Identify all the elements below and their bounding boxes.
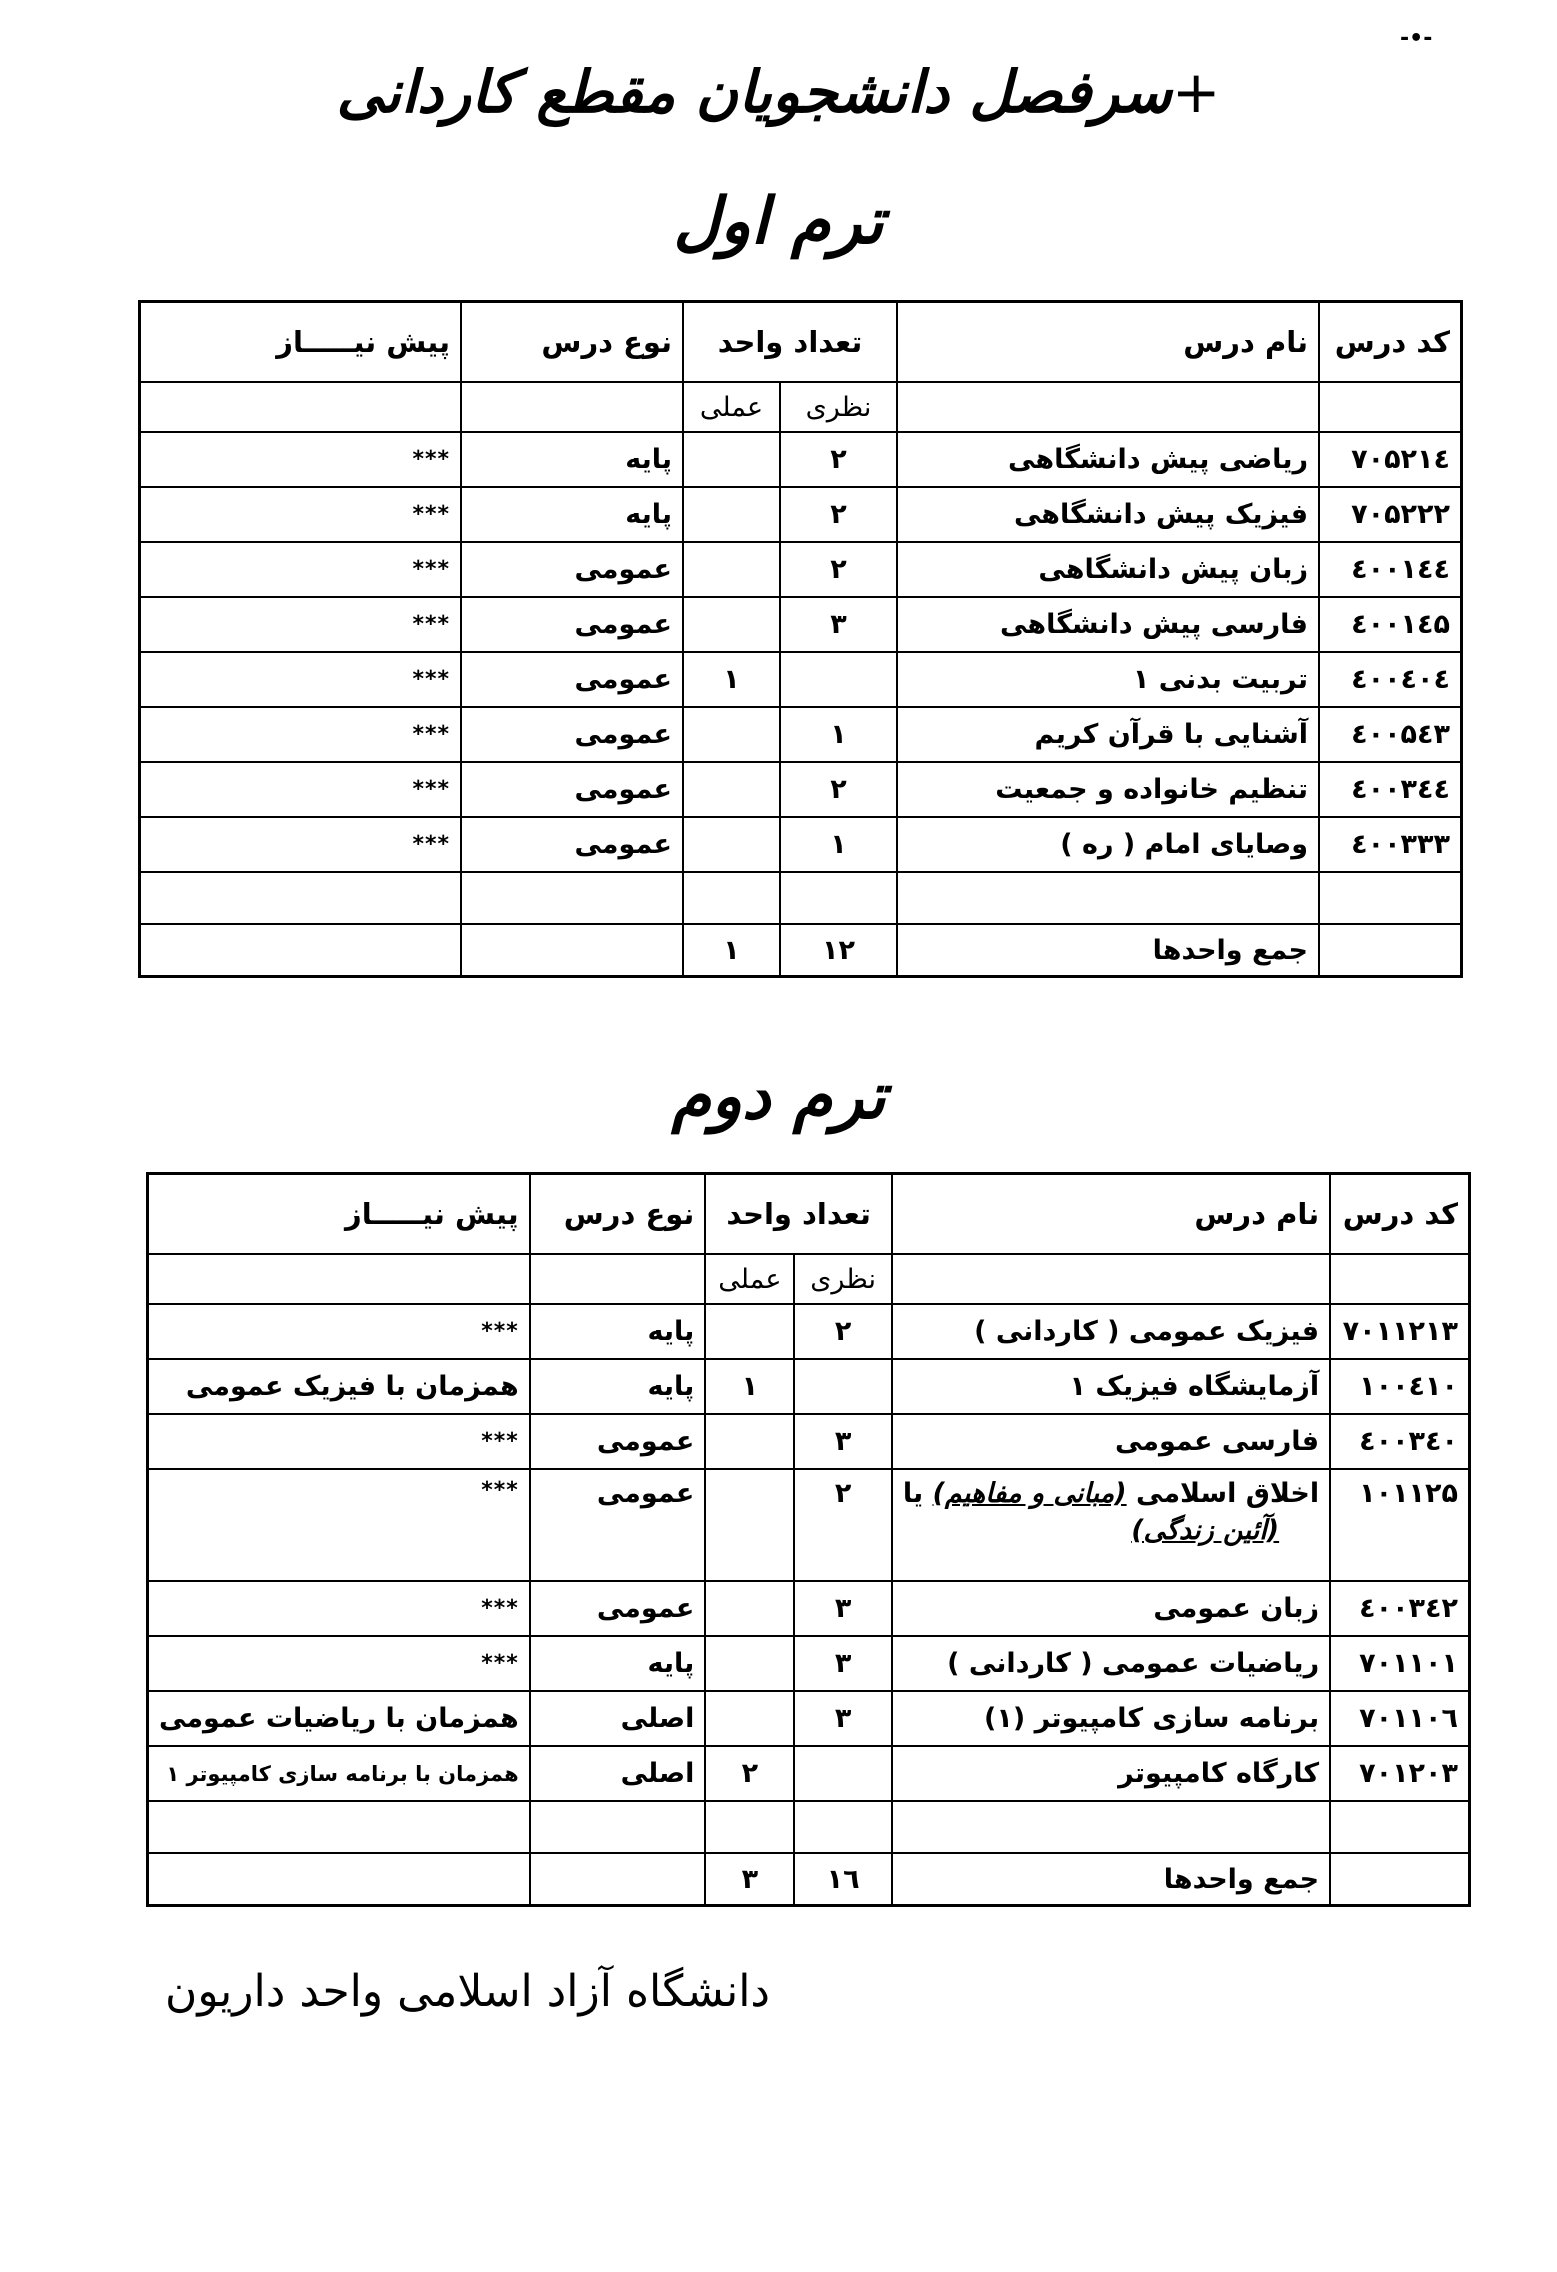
term1-table <box>138 300 1463 978</box>
header-units: تعداد واحد <box>705 1174 892 1255</box>
practical-units <box>705 1691 794 1746</box>
table-row <box>148 1691 1470 1746</box>
header-prereq: پیش نیـــــاز <box>140 302 462 383</box>
header-prereq: پیش نیـــــاز <box>148 1174 530 1255</box>
blank-row <box>140 872 1462 924</box>
practical-units <box>705 1469 794 1581</box>
course-name: تنظیم خانواده و جمعیت <box>897 762 1319 817</box>
course-name-part1: اخلاق اسلامی <box>1136 1478 1320 1509</box>
practical-units <box>683 487 780 542</box>
theory-units <box>794 1746 891 1801</box>
sum-theory: ۱۲ <box>780 924 897 977</box>
page-title <box>0 58 1557 126</box>
course-code: ۷۰۵۲۲۲ <box>1319 487 1462 542</box>
course-name: ریاضیات عمومی ( کاردانی ) <box>892 1636 1330 1691</box>
header-theory: نظری <box>794 1254 891 1304</box>
practical-units <box>683 597 780 652</box>
table-header-row <box>148 1174 1470 1255</box>
header-type: نوع درس <box>530 1174 706 1255</box>
table-row <box>148 1304 1470 1359</box>
theory-units: ۳ <box>780 597 897 652</box>
course-code: ۷۰۱۱۰٦ <box>1330 1691 1469 1746</box>
course-name: آزمایشگاه فیزیک ۱ <box>892 1359 1330 1414</box>
course-type: عمومی <box>461 817 683 872</box>
theory-units: ۲ <box>780 542 897 597</box>
course-name: فیزیک پیش دانشگاهی <box>897 487 1319 542</box>
table-row <box>148 1414 1470 1469</box>
practical-units <box>705 1636 794 1691</box>
corner-mark: -•- <box>1400 26 1433 51</box>
theory-units: ۲ <box>780 432 897 487</box>
course-name: تربیت بدنی ۱ <box>897 652 1319 707</box>
course-type: پایه <box>461 487 683 542</box>
header-units: تعداد واحد <box>683 302 897 383</box>
header-code: کد درس <box>1319 302 1462 383</box>
prerequisite: *** <box>148 1581 530 1636</box>
header-name: نام درس <box>892 1174 1330 1255</box>
prerequisite: *** <box>140 817 462 872</box>
theory-units: ۲ <box>780 487 897 542</box>
table-row <box>140 542 1462 597</box>
sum-row <box>140 924 1462 977</box>
course-code: ٤۰۰۳٤٤ <box>1319 762 1462 817</box>
course-name: ریاضی پیش دانشگاهی <box>897 432 1319 487</box>
table-subheader-row <box>148 1254 1470 1304</box>
prerequisite: همزمان با برنامه سازی کامپیوتر ۱ <box>148 1746 530 1801</box>
course-code: ٤۰۰۳۳۳ <box>1319 817 1462 872</box>
practical-units <box>705 1414 794 1469</box>
table-row <box>140 597 1462 652</box>
course-type: اصلی <box>530 1691 706 1746</box>
theory-units: ۲ <box>794 1469 891 1581</box>
course-code: ٤۰۰۳٤۰ <box>1330 1414 1469 1469</box>
header-name: نام درس <box>897 302 1319 383</box>
course-type: عمومی <box>530 1414 706 1469</box>
course-type: اصلی <box>530 1746 706 1801</box>
sum-practical: ۱ <box>683 924 780 977</box>
table-row <box>140 707 1462 762</box>
course-name: فیزیک عمومی ( کاردانی ) <box>892 1304 1330 1359</box>
theory-units: ۱ <box>780 707 897 762</box>
course-name: برنامه سازی کامپیوتر (۱) <box>892 1691 1330 1746</box>
course-name: فارسی پیش دانشگاهی <box>897 597 1319 652</box>
prerequisite: *** <box>140 707 462 762</box>
page-title-text: سرفصل دانشجویان مقطع کاردانی <box>336 58 1172 126</box>
course-code: ۷۰۱۲۰۳ <box>1330 1746 1469 1801</box>
practical-units <box>683 542 780 597</box>
table-row <box>140 652 1462 707</box>
course-name-line2: (آئین زندگی) <box>1131 1515 1280 1546</box>
practical-units <box>683 817 780 872</box>
sum-practical: ۳ <box>705 1853 794 1906</box>
practical-units <box>683 762 780 817</box>
course-type: پایه <box>530 1304 706 1359</box>
prerequisite: *** <box>140 432 462 487</box>
course-type: عمومی <box>530 1581 706 1636</box>
course-type: عمومی <box>461 762 683 817</box>
sum-label: جمع واحدها <box>892 1853 1330 1906</box>
course-code: ٤۰۰۵٤۳ <box>1319 707 1462 762</box>
course-code: ۱۰۱۱۲۵ <box>1330 1469 1469 1581</box>
course-name: زبان پیش دانشگاهی <box>897 542 1319 597</box>
course-type: عمومی <box>461 707 683 762</box>
course-type: پایه <box>461 432 683 487</box>
plus-mark: + <box>1171 58 1221 126</box>
table-subheader-row <box>140 382 1462 432</box>
course-name: زبان عمومی <box>892 1581 1330 1636</box>
practical-units <box>683 432 780 487</box>
table-row <box>148 1636 1470 1691</box>
header-practical: عملی <box>683 382 780 432</box>
theory-units: ۳ <box>794 1691 891 1746</box>
prerequisite: *** <box>140 652 462 707</box>
course-code: ٤۰۰٤۰٤ <box>1319 652 1462 707</box>
blank-row <box>148 1801 1470 1853</box>
prerequisite: *** <box>140 762 462 817</box>
table-row <box>148 1581 1470 1636</box>
prerequisite: همزمان با فیزیک عمومی <box>148 1359 530 1414</box>
course-code: ۱۰۰٤۱۰ <box>1330 1359 1469 1414</box>
prerequisite: *** <box>140 487 462 542</box>
term2-title: ترم دوم <box>671 1060 886 1134</box>
course-type: عمومی <box>461 652 683 707</box>
practical-units <box>683 707 780 762</box>
course-code: ٤۰۰۳٤۲ <box>1330 1581 1469 1636</box>
course-code: ٤۰۰۱٤۵ <box>1319 597 1462 652</box>
course-name: وصایای امام ( ره ) <box>897 817 1319 872</box>
table-row <box>148 1746 1470 1801</box>
practical-units: ۲ <box>705 1746 794 1801</box>
prerequisite: *** <box>148 1304 530 1359</box>
course-code: ٤۰۰۱٤٤ <box>1319 542 1462 597</box>
practical-units <box>705 1304 794 1359</box>
sum-label: جمع واحدها <box>897 924 1319 977</box>
course-name-part2: (مبانی و مفاهیم) <box>932 1478 1127 1509</box>
course-name: آشنایی با قرآن کریم <box>897 707 1319 762</box>
prerequisite: همزمان با ریاضیات عمومی <box>148 1691 530 1746</box>
header-practical: عملی <box>705 1254 794 1304</box>
course-name: فارسی عمومی <box>892 1414 1330 1469</box>
table-row <box>148 1359 1470 1414</box>
course-type: پایه <box>530 1359 706 1414</box>
theory-units: ۳ <box>794 1581 891 1636</box>
table-row <box>140 817 1462 872</box>
sum-theory: ۱٦ <box>794 1853 891 1906</box>
sum-row <box>148 1853 1470 1906</box>
course-name: کارگاه کامپیوتر <box>892 1746 1330 1801</box>
practical-units: ۱ <box>705 1359 794 1414</box>
table-row <box>140 762 1462 817</box>
practical-units: ۱ <box>683 652 780 707</box>
term2-table <box>146 1172 1471 1907</box>
prerequisite: *** <box>148 1414 530 1469</box>
header-theory: نظری <box>780 382 897 432</box>
course-code: ۷۰۵۲۱٤ <box>1319 432 1462 487</box>
course-code: ۷۰۱۱۲۱۳ <box>1330 1304 1469 1359</box>
practical-units <box>705 1581 794 1636</box>
header-code: کد درس <box>1330 1174 1469 1255</box>
theory-units: ۱ <box>780 817 897 872</box>
table-header-row <box>140 302 1462 383</box>
table-row <box>148 1469 1470 1581</box>
course-name <box>892 1469 1330 1581</box>
course-name-part3: یا <box>902 1478 924 1509</box>
table-row <box>140 432 1462 487</box>
course-type: عمومی <box>461 597 683 652</box>
prerequisite: *** <box>148 1469 530 1581</box>
course-code: ۷۰۱۱۰۱ <box>1330 1636 1469 1691</box>
theory-units: ۳ <box>794 1636 891 1691</box>
prerequisite: *** <box>140 597 462 652</box>
theory-units: ۳ <box>794 1414 891 1469</box>
header-type: نوع درس <box>461 302 683 383</box>
prerequisite: *** <box>140 542 462 597</box>
theory-units <box>780 652 897 707</box>
theory-units <box>794 1359 891 1414</box>
course-type: عمومی <box>530 1469 706 1581</box>
institution-name: دانشگاه آزاد اسلامی واحد داریون <box>165 1966 771 2017</box>
course-type: عمومی <box>461 542 683 597</box>
term1-title: ترم اول <box>673 185 884 259</box>
prerequisite: *** <box>148 1636 530 1691</box>
theory-units: ۲ <box>794 1304 891 1359</box>
table-row <box>140 487 1462 542</box>
course-type: پایه <box>530 1636 706 1691</box>
theory-units: ۲ <box>780 762 897 817</box>
